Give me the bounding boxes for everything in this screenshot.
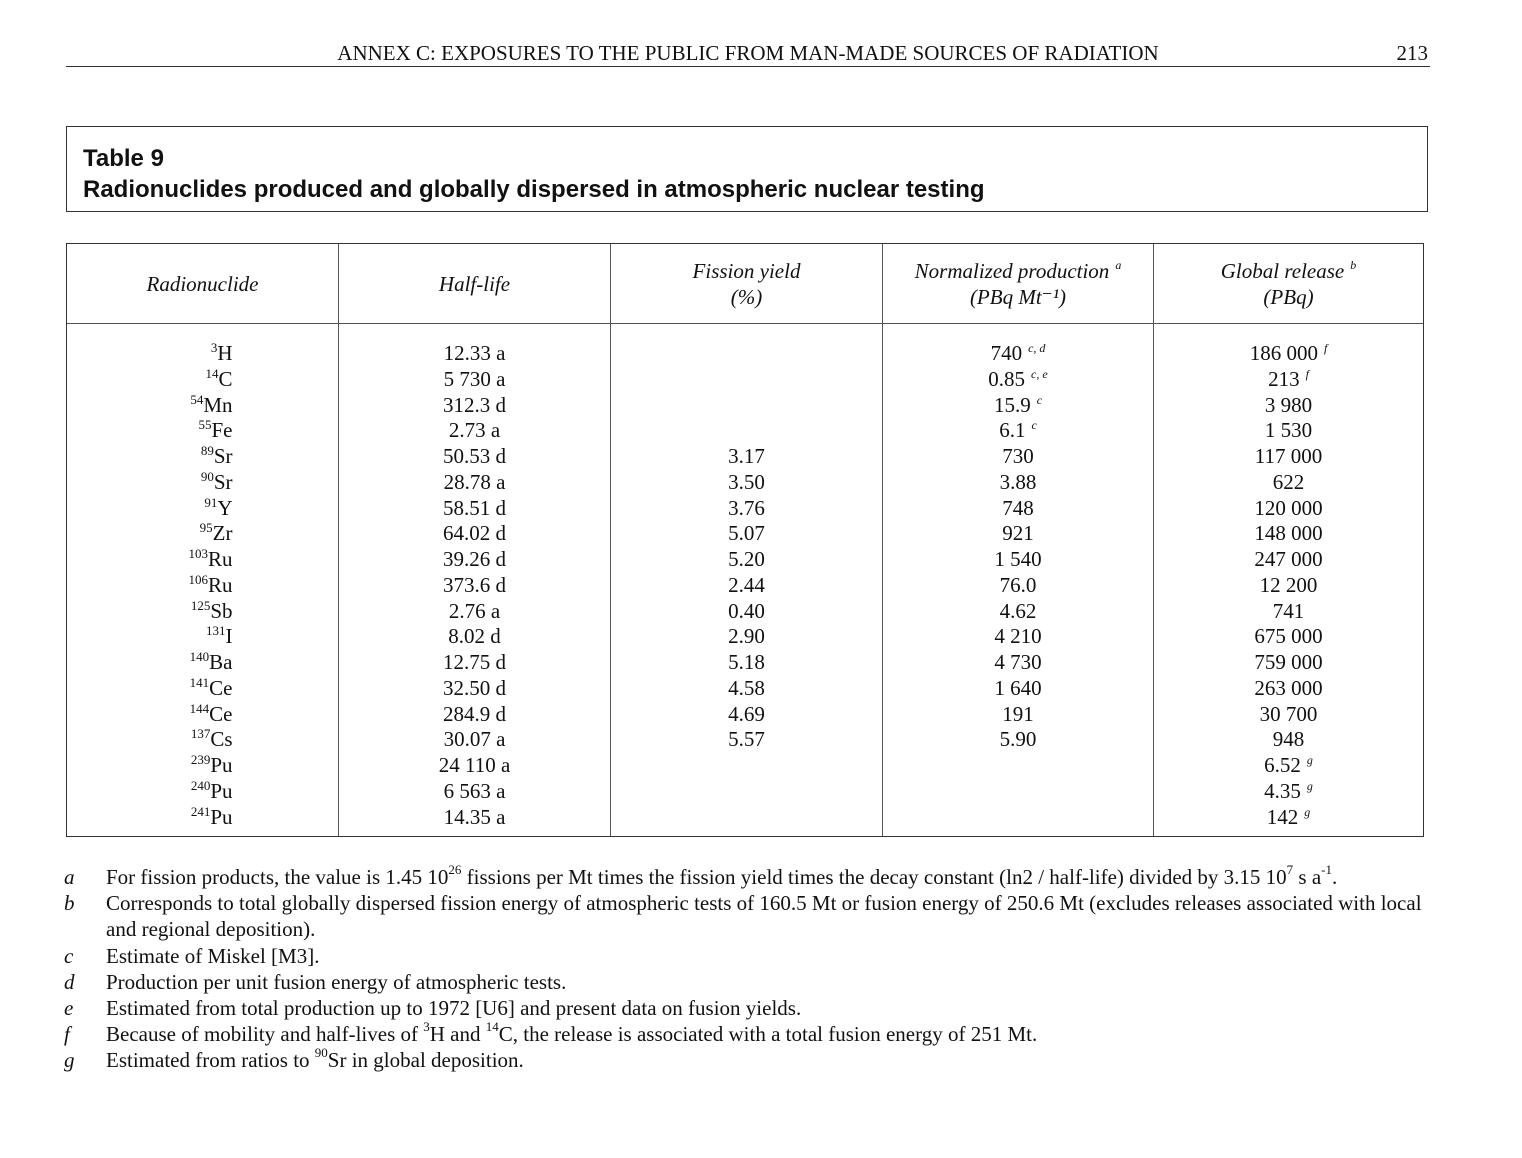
mass-number: 14: [205, 365, 219, 381]
footnote: [64, 943, 1434, 969]
half-cell: [339, 496, 610, 522]
rel-value: 675 000: [1254, 624, 1323, 649]
footnote-key: b: [64, 891, 75, 916]
radionuclide-cell: [67, 624, 338, 650]
element-symbol: Ru: [207, 572, 233, 597]
radionuclide-cell: [67, 393, 338, 419]
yield-cell: [611, 702, 882, 728]
nuclide-symbol: [173, 779, 233, 805]
element-symbol: Ru: [207, 547, 233, 571]
rel-cell: [1154, 573, 1423, 599]
half-cell: [339, 393, 610, 419]
mass-number: 89: [200, 443, 214, 458]
element-symbol: Pu: [210, 804, 233, 829]
table-caption-box: [66, 126, 1428, 212]
prod-value: 921: [1002, 521, 1034, 546]
element-symbol: Sr: [213, 469, 233, 494]
yield-cell: [611, 418, 882, 444]
prod-value: 1 540: [994, 547, 1042, 571]
prod-cell: [883, 367, 1153, 393]
column-header-label: Half-life: [438, 271, 511, 296]
mass-number: 125: [190, 597, 211, 613]
yield-value: 5.57: [728, 727, 765, 752]
yield-value: 4.69: [728, 701, 765, 726]
half-value: 14.35 a: [443, 804, 506, 829]
footnote: [64, 995, 1434, 1021]
running-title: ANNEX C: EXPOSURES TO THE PUBLIC FROM MAN-MADE SOURCES OF RADIATION: [337, 41, 1159, 65]
nuclide-symbol: [173, 599, 233, 625]
nuclide-symbol: [173, 702, 233, 728]
rel-value: 213: [1268, 366, 1300, 391]
element-symbol: Ce: [209, 701, 233, 726]
radionuclide-cell: [67, 496, 338, 522]
rel-value: 948: [1272, 727, 1305, 752]
column-normalized-production: [882, 244, 1153, 836]
superscript: -1: [1321, 862, 1332, 877]
rel-cell: [1154, 393, 1423, 419]
yield-cell: [611, 624, 882, 650]
text-run: Estimate of Miskel [M3].: [106, 943, 320, 968]
prod-value: 1 640: [994, 675, 1042, 700]
element-symbol: Sb: [210, 598, 233, 623]
rel-cell: [1154, 805, 1423, 831]
rel-cell: [1154, 418, 1423, 444]
yield-value: 5.20: [728, 547, 765, 571]
prod-cell: [883, 496, 1153, 522]
yield-cell: [611, 779, 882, 805]
text-run: For fission products, the value is 1.45 10: [106, 865, 449, 889]
yield-cell: [611, 805, 882, 831]
prod-cell: [883, 393, 1153, 419]
half-cell: [339, 650, 610, 676]
half-value: 30.07 a: [443, 727, 506, 752]
footnotes: [64, 864, 1434, 1074]
prod-value: 6.1: [999, 418, 1026, 443]
column-fission-yield: [610, 244, 882, 836]
half-cell: [339, 470, 610, 496]
yield-value: 5.18: [728, 650, 765, 674]
footnote-marker: c, e: [1031, 366, 1048, 381]
element-symbol: Mn: [203, 392, 233, 417]
footnote-text: [106, 862, 1338, 889]
rel-value: 741: [1272, 598, 1305, 623]
radionuclide-cell: [67, 650, 338, 676]
table-title: Radionuclides produced and globally dispersed in atmospheric nuclear testing: [83, 176, 985, 203]
mass-number: 241: [190, 803, 211, 819]
column-global-release: [1153, 244, 1423, 836]
yield-cell: [611, 393, 882, 419]
prod-value: 4 730: [994, 650, 1042, 674]
radionuclide-cell: [67, 805, 338, 831]
mass-number: 141: [189, 674, 210, 690]
text-run: Estimated from ratios to: [106, 1048, 315, 1073]
mass-number: 137: [190, 726, 211, 742]
nuclide-symbol: [173, 341, 233, 367]
yield-value: 5.07: [728, 521, 765, 546]
column-header-text: [67, 271, 338, 297]
prod-cell: [883, 753, 1153, 779]
superscript: 26: [448, 862, 462, 877]
footnote-text: [106, 996, 801, 1020]
mass-number: 55: [198, 417, 212, 433]
yield-cell: [611, 573, 882, 599]
radionuclide-cell: [67, 702, 338, 728]
yield-value: 2.44: [728, 572, 765, 597]
prod-cell: [883, 702, 1153, 728]
superscript: 14: [485, 1019, 499, 1035]
mass-number: 54: [190, 391, 204, 407]
column-header-text: [883, 258, 1153, 284]
footnote-marker: f: [1323, 341, 1328, 355]
yield-cell: [611, 444, 882, 470]
column-header-text: [339, 271, 610, 297]
mass-number: 95: [199, 520, 213, 536]
element-symbol: Ce: [209, 675, 233, 700]
footnote-key: e: [64, 996, 74, 1021]
prod-cell: [883, 676, 1153, 702]
prod-cell: [883, 727, 1153, 753]
footnote: [64, 864, 1434, 890]
rel-cell: [1154, 650, 1423, 676]
footnote-marker: c: [1036, 392, 1043, 407]
rel-cell: [1154, 444, 1423, 470]
rel-value: 3 980: [1264, 392, 1313, 417]
nuclide-symbol: [173, 496, 233, 522]
superscript: 90: [314, 1045, 328, 1061]
rel-value: 12 200: [1259, 572, 1318, 597]
column-header-text: [611, 258, 882, 284]
half-value: 64.02 d: [443, 521, 506, 546]
rel-cell: [1154, 547, 1423, 573]
rel-value: 148 000: [1254, 521, 1323, 546]
rel-value: 622: [1272, 469, 1305, 494]
nuclide-symbol: [173, 676, 233, 702]
nuclide-symbol: [173, 753, 233, 779]
column-header-text: [1154, 258, 1423, 284]
yield-cell: [611, 470, 882, 496]
page-header: [66, 40, 1430, 67]
radionuclide-cell: [67, 547, 338, 573]
radionuclide-cell: [67, 444, 338, 470]
mass-number: 140: [189, 649, 210, 664]
footnote-key: c: [64, 943, 74, 968]
half-cell: [339, 805, 610, 831]
element-symbol: Y: [217, 495, 233, 520]
rel-value: 1 530: [1264, 418, 1313, 443]
footnote: [64, 890, 1434, 942]
radionuclide-cell: [67, 418, 338, 444]
radionuclide-cell: [67, 599, 338, 625]
column-header-label: Normalized production: [914, 258, 1110, 283]
rel-cell: [1154, 727, 1423, 753]
prod-cell: [883, 599, 1153, 625]
prod-value: 730: [1002, 444, 1034, 468]
half-value: 58.51 d: [443, 495, 506, 520]
half-cell: [339, 573, 610, 599]
footnote-text: [106, 1045, 524, 1073]
element-symbol: C: [218, 366, 233, 391]
yield-cell: [611, 599, 882, 625]
mass-number: 240: [190, 777, 211, 793]
nuclide-symbol: [173, 727, 233, 753]
half-value: 2.76 a: [448, 598, 501, 623]
prod-value: 740: [990, 341, 1023, 365]
yield-cell: [611, 496, 882, 522]
superscript: 3: [423, 1019, 430, 1035]
mass-number: 144: [189, 700, 210, 716]
prod-value: 4 210: [994, 624, 1042, 649]
rel-cell: [1154, 341, 1423, 367]
rel-cell: [1154, 676, 1423, 702]
prod-value: 748: [1002, 495, 1034, 520]
footnote: [64, 969, 1434, 995]
radionuclide-table: [66, 243, 1424, 837]
page-number: 213: [1396, 41, 1428, 65]
column-header-label: Global release: [1220, 258, 1345, 283]
half-cell: [339, 521, 610, 547]
half-value: 39.26 d: [443, 547, 506, 571]
half-value: 12.33 a: [443, 341, 506, 365]
yield-value: 2.90: [728, 624, 765, 649]
half-cell: [339, 702, 610, 728]
mass-number: 3: [210, 340, 218, 355]
half-value: 2.73 a: [448, 418, 501, 443]
yield-value: 3.76: [728, 495, 765, 520]
text-run: Production per unit fusion energy of atmospheric tests.: [106, 969, 567, 994]
prod-value: 76.0: [999, 572, 1037, 597]
half-value: 284.9 d: [443, 701, 506, 726]
column-header-label: Fission yield: [692, 258, 801, 283]
half-value: 5 730 a: [443, 366, 506, 391]
half-cell: [339, 547, 610, 573]
rel-cell: [1154, 496, 1423, 522]
mass-number: 131: [206, 623, 226, 639]
footnote-marker: g: [1304, 804, 1311, 819]
yield-cell: [611, 521, 882, 547]
prod-value: 191: [1002, 701, 1034, 726]
half-value: 24 110 a: [438, 753, 511, 777]
prod-cell: [883, 470, 1153, 496]
rel-value: 30 700: [1259, 701, 1318, 726]
prod-value: 3.88: [999, 469, 1037, 494]
text-run: Corresponds to total globally dispersed fission energy of atmospheric tests of 160.5 Mt or fusion energy of 250.6 Mt (excludes releases associated with local and regional deposition).: [106, 891, 1422, 942]
footnote-text: [106, 970, 566, 994]
half-cell: [339, 418, 610, 444]
yield-cell: [611, 753, 882, 779]
text-run: s a: [1293, 865, 1322, 889]
footnote-text: [106, 1019, 1038, 1047]
radionuclide-cell: [67, 521, 338, 547]
nuclide-symbol: [173, 573, 233, 599]
half-value: 32.50 d: [443, 675, 506, 700]
footnote-key: g: [64, 1048, 75, 1073]
prod-cell: [883, 805, 1153, 831]
prod-value: 4.62: [999, 598, 1037, 623]
element-symbol: Sr: [213, 444, 233, 468]
yield-cell: [611, 727, 882, 753]
text-run: Sr in global deposition.: [327, 1048, 524, 1073]
footnote-marker: g: [1306, 753, 1313, 767]
radionuclide-cell: [67, 470, 338, 496]
half-cell: [339, 753, 610, 779]
nuclide-symbol: [173, 444, 233, 470]
column-header-unit: (PBq Mt⁻¹): [969, 284, 1067, 309]
footnote: [64, 1021, 1434, 1047]
prod-value: 5.90: [999, 727, 1037, 752]
prod-cell: [883, 341, 1153, 367]
footnote-key: f: [64, 1022, 70, 1047]
element-symbol: H: [217, 341, 233, 365]
radionuclide-cell: [67, 753, 338, 779]
rel-cell: [1154, 753, 1423, 779]
half-value: 8.02 d: [448, 624, 501, 649]
yield-cell: [611, 341, 882, 367]
half-value: 312.3 d: [443, 392, 506, 417]
rel-value: 120 000: [1254, 495, 1323, 520]
rel-value: 186 000: [1249, 341, 1318, 365]
text-run: Because of mobility and half-lives of: [106, 1022, 424, 1047]
half-cell: [339, 779, 610, 805]
rel-value: 263 000: [1254, 675, 1323, 700]
nuclide-symbol: [173, 650, 233, 676]
element-symbol: Cs: [210, 727, 233, 752]
half-value: 373.6 d: [443, 572, 506, 597]
nuclide-symbol: [173, 393, 233, 419]
half-cell: [339, 676, 610, 702]
footnote: [64, 1047, 1434, 1073]
element-symbol: Pu: [210, 753, 233, 777]
footnote-marker: a: [1115, 257, 1122, 272]
yield-value: 4.58: [728, 675, 765, 700]
table-label: Table 9: [83, 145, 164, 172]
text-run: H and: [429, 1022, 486, 1047]
rel-cell: [1154, 779, 1423, 805]
column-header-label: Radionuclide: [146, 271, 259, 296]
footnote-key: a: [64, 865, 75, 889]
nuclide-symbol: [173, 521, 233, 547]
footnote-text: [106, 891, 1422, 941]
radionuclide-cell: [67, 779, 338, 805]
column-header-unit: (%): [730, 284, 763, 309]
half-cell: [339, 341, 610, 367]
element-symbol: I: [225, 624, 233, 649]
element-symbol: Ba: [209, 650, 233, 674]
half-value: 50.53 d: [443, 444, 506, 468]
nuclide-symbol: [173, 418, 233, 444]
prod-cell: [883, 779, 1153, 805]
mass-number: 91: [204, 494, 218, 510]
text-run: Estimated from total production up to 1972 [U6] and present data on fusion yields.: [106, 996, 802, 1021]
yield-value: 3.17: [728, 444, 765, 468]
nuclide-symbol: [173, 624, 233, 650]
column-header-unit: (PBq): [1263, 284, 1314, 309]
radionuclide-cell: [67, 573, 338, 599]
nuclide-symbol: [173, 470, 233, 496]
superscript: 7: [1286, 862, 1294, 877]
mass-number: 239: [190, 752, 211, 767]
yield-value: 3.50: [728, 469, 765, 494]
half-cell: [339, 624, 610, 650]
text-run: .: [1332, 865, 1338, 889]
half-cell: [339, 727, 610, 753]
column-half-life: [338, 244, 610, 836]
yield-value: 0.40: [728, 598, 765, 623]
footnote-marker: c, d: [1028, 341, 1046, 355]
footnote-marker: b: [1350, 257, 1357, 272]
radionuclide-cell: [67, 727, 338, 753]
rel-cell: [1154, 367, 1423, 393]
rel-value: 247 000: [1254, 547, 1323, 571]
footnote-marker: g: [1306, 778, 1313, 793]
prod-cell: [883, 650, 1153, 676]
half-cell: [339, 367, 610, 393]
yield-cell: [611, 650, 882, 676]
rel-cell: [1154, 521, 1423, 547]
mass-number: 90: [200, 468, 214, 484]
yield-cell: [611, 676, 882, 702]
half-value: 6 563 a: [443, 778, 506, 803]
prod-cell: [883, 418, 1153, 444]
rel-cell: [1154, 702, 1423, 728]
prod-cell: [883, 573, 1153, 599]
half-value: 12.75 d: [443, 650, 506, 674]
text-run: fissions per Mt times the fission yield times the decay constant (ln2 / half-life) divided by 3.15 10: [461, 865, 1287, 889]
nuclide-symbol: [173, 805, 233, 831]
half-cell: [339, 444, 610, 470]
prod-value: 0.85: [988, 366, 1026, 391]
radionuclide-cell: [67, 341, 338, 367]
nuclide-symbol: [173, 547, 233, 573]
element-symbol: Pu: [210, 778, 233, 803]
column-radionuclide: [67, 244, 338, 836]
element-symbol: Zr: [212, 521, 233, 546]
half-value: 28.78 a: [443, 469, 506, 494]
prod-cell: [883, 624, 1153, 650]
rel-cell: [1154, 470, 1423, 496]
element-symbol: Fe: [211, 418, 233, 443]
footnote-marker: f: [1305, 366, 1309, 381]
text-run: C, the release is associated with a total fusion energy of 251 Mt.: [498, 1022, 1038, 1047]
radionuclide-cell: [67, 676, 338, 702]
footnote-key: d: [64, 969, 75, 994]
footnote-marker: c: [1031, 418, 1037, 433]
prod-value: 15.9: [993, 392, 1031, 417]
half-cell: [339, 599, 610, 625]
rel-value: 4.35: [1264, 778, 1301, 803]
rel-cell: [1154, 624, 1423, 650]
prod-cell: [883, 547, 1153, 573]
yield-cell: [611, 367, 882, 393]
rel-value: 759 000: [1254, 650, 1323, 674]
footnote-text: [106, 944, 319, 968]
rel-value: 117 000: [1254, 444, 1323, 468]
rel-value: 142: [1266, 804, 1299, 829]
prod-cell: [883, 444, 1153, 470]
rel-value: 6.52: [1264, 753, 1301, 777]
rel-cell: [1154, 599, 1423, 625]
prod-cell: [883, 521, 1153, 547]
radionuclide-cell: [67, 367, 338, 393]
mass-number: 103: [188, 546, 208, 561]
nuclide-symbol: [173, 367, 233, 393]
mass-number: 106: [188, 571, 208, 587]
yield-cell: [611, 547, 882, 573]
